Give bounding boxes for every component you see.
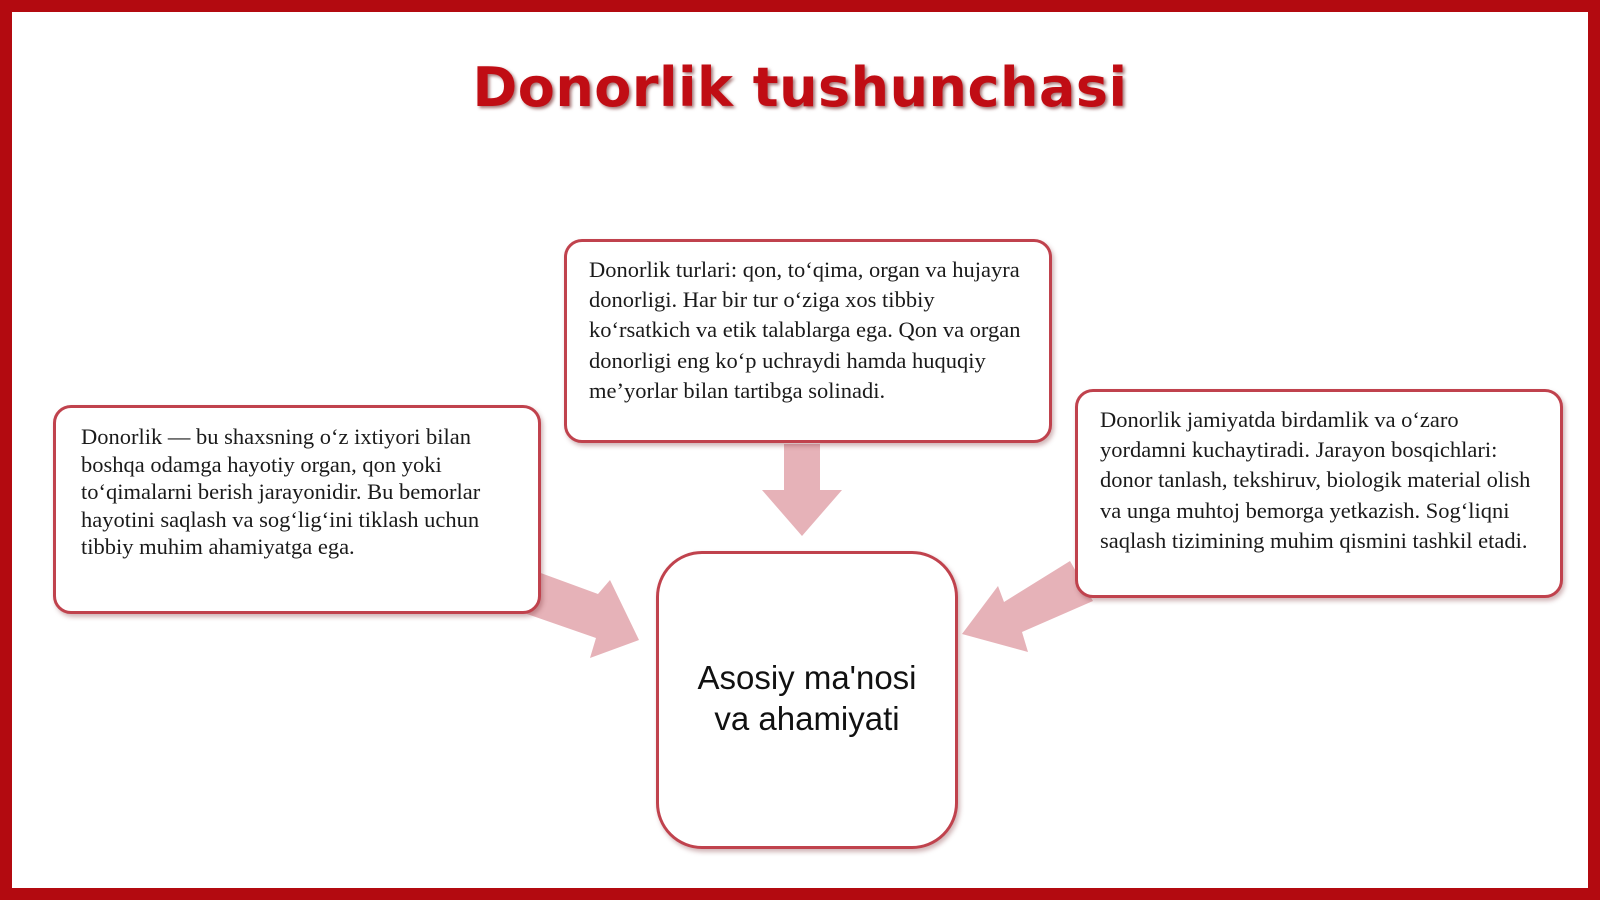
center-concept-box <box>656 551 958 849</box>
definition-text: Donorlik — bu shaxsning o‘z ixtiyori bilan boshqa odamga hayotiy organ, qon yoki to‘qimalarni berish jarayonidir. Bu bemorlar hayotini saqlash va sog‘lig‘ini tiklash uchun tibbiy muhim ahamiyatga ega. <box>81 424 481 560</box>
significance-text: Donorlik jamiyatda birdamlik va o‘zaro yordamni kuchaytiradi. Jarayon bosqichlari: donor tanlash, tekshiruv, biologik material olish va unga muhtoj bemorga yetkazish. Sog‘liqni saqlash tizimining muhim qismini tashkil etadi. <box>1100 407 1531 553</box>
arrow-left-to-center <box>527 572 639 658</box>
types-text: Donorlik turlari: qon, to‘qima, organ va hujayra donorligi. Har bir tur o‘ziga xos tibbiy ko‘rsatkich va etik talablarga ega. Qon va organ donorligi eng ko‘p uchraydi hamda huquqiy me’yorlar bilan tartibga solinadi. <box>589 257 1021 403</box>
center-concept-text: Asosiy ma'nosi va ahamiyati <box>697 659 917 737</box>
arrow-right-to-center <box>962 561 1093 652</box>
slide-title: Donorlik tushunchasi <box>472 56 1128 119</box>
arrow-top-to-center <box>762 444 842 536</box>
significance-box <box>1075 389 1563 598</box>
definition-box <box>53 405 541 614</box>
types-box <box>564 239 1052 443</box>
